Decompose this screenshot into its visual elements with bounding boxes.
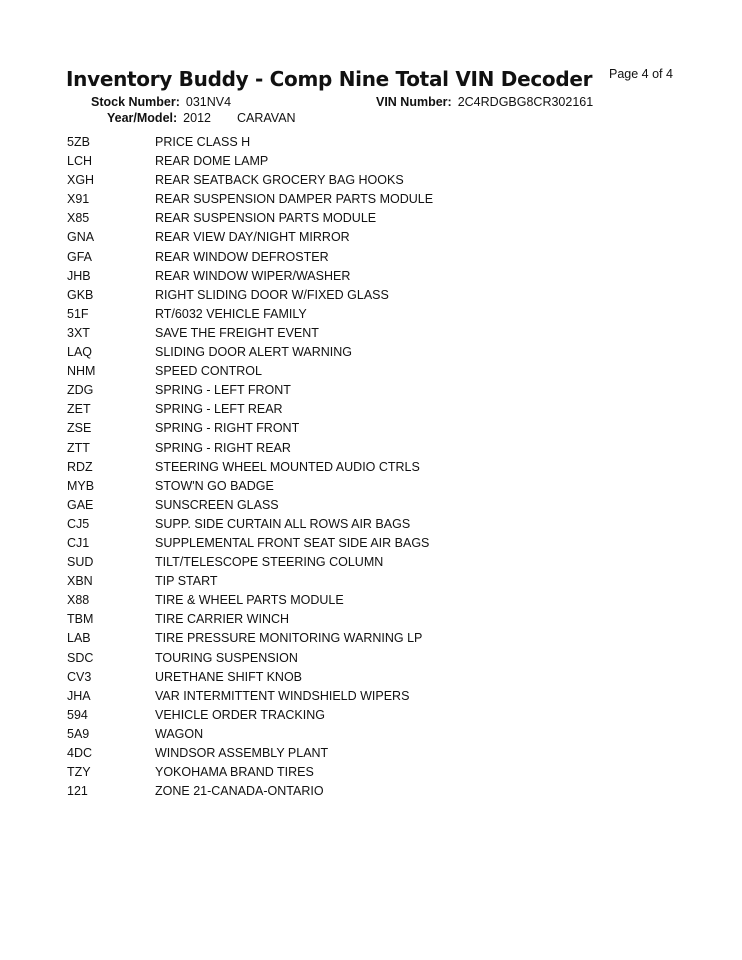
option-row [67,591,627,610]
option-description: TIRE PRESSURE MONITORING WARNING LP [155,631,423,646]
option-row [67,305,627,324]
option-row [67,190,627,209]
page-title: Inventory Buddy - Comp Nine Total VIN Decoder [66,67,593,91]
option-row [67,725,627,744]
option-row [67,362,627,381]
option-code: X91 [67,192,90,207]
option-description: REAR WINDOW DEFROSTER [155,249,329,264]
option-row [67,209,627,228]
option-description: VEHICLE ORDER TRACKING [155,707,325,722]
option-row [67,248,627,267]
option-code: 5ZB [67,135,90,149]
model-value: CARAVAN [236,111,296,125]
option-row [67,171,627,190]
option-row [67,343,627,362]
option-code: ZSE [67,421,92,436]
option-description: REAR WINDOW WIPER/WASHER [155,268,351,283]
option-description: WAGON [155,726,204,741]
option-description: SAVE THE FREIGHT EVENT [155,325,319,340]
option-description: REAR SUSPENSION PARTS MODULE [155,211,377,226]
option-row [67,668,627,687]
option-code: LAB [67,631,91,646]
option-row [67,496,627,515]
option-code: GNA [67,230,95,245]
option-row [67,782,627,801]
option-row [67,133,627,152]
option-description: SPEED CONTROL [155,364,262,379]
option-code: LAQ [67,345,93,360]
option-code: TBM [67,612,94,627]
option-row [67,286,627,305]
option-description: SPRING - LEFT FRONT [155,383,291,398]
option-description: TOURING SUSPENSION [155,650,298,665]
option-description: RIGHT SLIDING DOOR W/FIXED GLASS [155,287,389,302]
stock-number-value: 031NV4 [185,95,232,109]
option-row [67,649,627,668]
option-description: SUNSCREEN GLASS [155,497,279,512]
option-description: PRICE CLASS H [155,135,251,149]
stock-number [91,95,231,109]
option-description: TIP START [155,574,218,589]
option-row [67,572,627,591]
option-row [67,419,627,438]
vin-number-label: VIN Number: [376,95,452,109]
option-description: REAR SEATBACK GROCERY BAG HOOKS [155,173,404,188]
option-code: XBN [67,574,93,589]
option-code: 594 [67,707,88,722]
option-code: CV3 [67,669,92,684]
option-code: JHB [67,268,91,283]
option-code: SDC [67,650,94,665]
option-description: SPRING - RIGHT FRONT [155,421,300,436]
option-row [67,458,627,477]
option-code: 5A9 [67,726,90,741]
option-description: VAR INTERMITTENT WINDSHIELD WIPERS [155,688,410,703]
option-code: RDZ [67,459,93,474]
option-description: STOW'N GO BADGE [155,478,274,493]
option-row [67,553,627,572]
option-row [67,629,627,648]
option-code: GAE [67,497,94,512]
stock-number-label: Stock Number: [91,95,180,109]
option-row [67,477,627,496]
option-description: REAR DOME LAMP [155,154,269,169]
option-description: SUPPLEMENTAL FRONT SEAT SIDE AIR BAGS [155,535,430,550]
option-code: JHA [67,688,91,703]
option-code: 4DC [67,746,93,760]
option-description: SLIDING DOOR ALERT WARNING [155,345,353,360]
year-value: 2012 [183,111,211,125]
option-code: CJ5 [67,516,90,531]
option-code: CJ1 [67,535,90,550]
option-description: SPRING - RIGHT REAR [155,440,291,455]
option-row [67,610,627,629]
option-row [67,152,627,171]
option-row [67,687,627,706]
option-row [67,324,627,343]
option-description: TIRE CARRIER WINCH [155,612,290,627]
option-code: 51F [67,306,89,321]
option-row [67,228,627,247]
option-row [67,706,627,725]
option-row [67,763,627,782]
option-code: TZY [67,765,91,780]
option-code: ZET [67,402,91,417]
option-code: NHM [67,364,96,379]
option-code: MYB [67,478,95,493]
option-description: TIRE & WHEEL PARTS MODULE [155,593,344,608]
option-description: RT/6032 VEHICLE FAMILY [155,306,307,321]
option-description: SPRING - LEFT REAR [155,402,283,417]
page-number: Page 4 of 4 [609,67,673,81]
option-row [67,515,627,534]
option-row [67,439,627,458]
option-description: SUPP. SIDE CURTAIN ALL ROWS AIR BAGS [155,516,411,531]
option-description: REAR SUSPENSION DAMPER PARTS MODULE [155,192,434,207]
year-model [107,111,296,125]
option-row [67,381,627,400]
option-row [67,267,627,286]
option-description: TILT/TELESCOPE STEERING COLUMN [155,555,384,570]
option-code: X85 [67,211,90,226]
option-row [67,534,627,553]
option-code: 121 [67,784,88,799]
vin-number-value: 2C4RDGBG8CR302161 [457,95,594,109]
option-code: GFA [67,249,93,264]
option-description: YOKOHAMA BRAND TIRES [155,765,314,780]
option-code: 3XT [67,325,90,340]
option-list [67,133,627,801]
option-code: ZDG [67,383,94,398]
option-row [67,400,627,419]
year-model-label: Year/Model: [107,111,178,125]
option-code: XGH [67,173,95,188]
option-row [67,744,627,763]
option-description: WINDSOR ASSEMBLY PLANT [155,746,329,760]
vin-number [376,95,593,109]
option-description: REAR VIEW DAY/NIGHT MIRROR [155,230,350,245]
option-code: X88 [67,593,90,608]
option-description: ZONE 21-CANADA-ONTARIO [155,784,324,799]
option-code: GKB [67,287,94,302]
option-code: LCH [67,154,93,169]
option-description: URETHANE SHIFT KNOB [155,669,303,684]
option-description: STEERING WHEEL MOUNTED AUDIO CTRLS [155,459,420,474]
option-code: ZTT [67,440,90,455]
option-code: SUD [67,555,94,570]
